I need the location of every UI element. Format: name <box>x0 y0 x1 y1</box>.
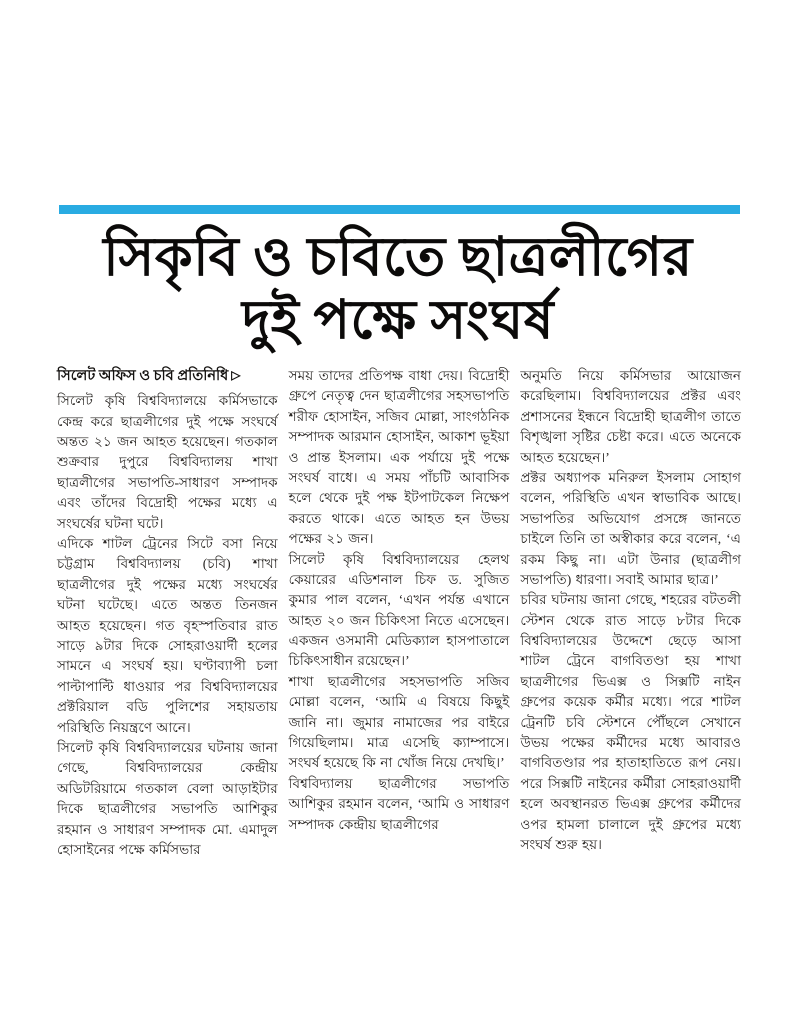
article-column-1 <box>57 366 278 860</box>
byline <box>57 366 278 386</box>
paragraph: সিলেট কৃষি বিশ্ববিদ্যালয়ের হেলথ কেয়ারের এডিশনাল চিফ ড. সুজিত কুমার পাল বলেন, ‘এখন পর্যন্ত এখানে আহত ২০ জন চিকিৎসা নিতে এসেছেন। একজন ওসমানী মেডিক্যাল হাসপাতালে চিকিৎসাধীন রয়েছেন।’ <box>288 551 510 669</box>
paragraph: বিশ্ববিদ্যালয় ছাত্রলীগের সভাপতি আশিকুর রহমান বলেন, ‘আমি ও সাধারণ সম্পাদক কেন্দ্রীয় ছাত্রলীগের <box>288 775 510 832</box>
byline-text: সিলেট অফিস ও চবি প্রতিনিধি <box>57 368 229 384</box>
paragraph: এদিকে শাটল ট্রেনের সিটে বসা নিয়ে চট্টগ্রাম বিশ্ববিদ্যালয় (চবি) শাখা ছাত্রলীগের দুই পক্ষের মধ্যে সংঘর্ষের ঘটনা ঘটেছে। এতে অন্তত তিনজন আহত হয়েছেন। গত বৃহস্পতিবার রাত সাড়ে ৯টার দিকে সোহরাওয়ার্দী হলের সামনে এ সংঘর্ষ হয়। ঘণ্টাব্যাপী চলা পাল্টাপাল্টি ধাওয়ার পর বিশ্ববিদ্যালয়ের প্রক্টরিয়াল বডি পুলিশের সহায়তায় পরিস্থিতি নিয়ন্ত্রণে আনে। <box>57 536 278 735</box>
paragraph: সিলেট কৃষি বিশ্ববিদ্যালয়ে কর্মিসভাকে কেন্দ্র করে ছাত্রলীগের দুই পক্ষে সংঘর্ষে অন্তত ২১ জন আহত হয়েছেন। গতকাল শুক্রবার দুপুরে বিশ্ববিদ্যালয় শাখা ছাত্রলীগের সভাপতি-সাধারণ সম্পাদক এবং তাঁদের বিদ্রোহী পক্ষের মধ্যে এ সংঘর্ষের ঘটনা ঘটে। <box>57 393 278 531</box>
article-headline <box>45 226 751 352</box>
paragraph: সিলেট কৃষি বিশ্ববিদ্যালয়ের ঘটনায় জানা গেছে, বিশ্ববিদ্যালয়ের কেন্দ্রীয় অডিটরিয়ামে গতকাল বেলা আড়াইটার দিকে ছাত্রলীগের সভাপতি আশিকুর রহমান ও সাধারণ সম্পাদক মো. এমাদুল হোসাইনের পক্ষে কর্মিসভার <box>57 739 278 857</box>
paragraph: সময় তাদের প্রতিপক্ষ বাধা দেয়। বিদ্রোহী গ্রুপে নেতৃত্ব দেন ছাত্রলীগের সহসভাপতি শরীফ হোসাইন, সজিব মোল্লা, সাংগঠনিক সম্পাদক আরমান হোসাইন, আকাশ ভূইয়া ও প্রান্ত ইসলাম। এক পর্যায়ে দুই পক্ষে সংঘর্ষ বাধে। এ সময় পাঁচটি আবাসিক হলে থেকে দুই পক্ষ ইটপাটকেল নিক্ষেপ করতে থাকে। এতে আহত হন উভয় পক্ষের ২১ জন। <box>288 368 510 547</box>
byline-pointer-icon: ▷ <box>231 368 241 382</box>
top-accent-bar <box>59 205 740 214</box>
paragraph: শাখা ছাত্রলীগের সহসভাপতি সজিব মোল্লা বলেন, ‘আমি এ বিষয়ে কিছুই জানি না। জুমার নামাজের পর বাইরে গিয়েছিলাম। মাত্র এসেছি ক্যাম্পাসে। সংঘর্ষ হয়েছে কি না খোঁজ নিয়ে দেখছি।’ <box>288 673 510 771</box>
paragraph: অনুমতি নিয়ে কর্মিসভার আয়োজন করেছিলাম। বিশ্ববিদ্যালয়ের প্রক্টর এবং প্রশাসনের ইন্ধনে বিদ্রোহী ছাত্রলীগ তাতে বিশৃঙ্খলা সৃষ্টির চেষ্টা করে। এতে অনেকে আহত হয়েছেন।’ <box>520 368 742 465</box>
paragraph: প্রক্টর অধ্যাপক মনিরুল ইসলাম সোহাগ বলেন, পরিস্থিতি এখন স্বাভাবিক আছে। সভাপতির অভিযোগ প্রসঙ্গে জানতে চাইলে তিনি তা অস্বীকার করে বলেন, ‘এ রকম কিছু না। এটা উনার (ছাত্রলীগ সভাপতি) ধারণা। সবাই আমার ছাত্র।’ <box>520 469 742 587</box>
paragraph: চবির ঘটনায় জানা গেছে, শহরের বটতলী স্টেশন থেকে রাত সাড়ে ৮টার দিকে বিশ্ববিদ্যালয়ের উদ্দেশে ছেড়ে আসা শাটল ট্রেনে বাগবিতণ্ডা হয় শাখা ছাত্রলীগের ভিএক্স ও সিক্সটি নাইন গ্রুপের কয়েক কর্মীর মধ্যে। পরে শাটল ট্রেনটি চবি স্টেশনে পৌঁছলে সেখানে উভয় পক্ষের কর্মীদের মধ্যে আবারও বাগবিতণ্ডার পর হাতাহাতিতে রূপ নেয়। পরে সিক্সটি নাইনের কর্মীরা সোহরাওয়ার্দী হলে অবস্থানরত ভিএক্স গ্রুপের কর্মীদের ওপর হামলা চালালে দুই গ্রুপের মধ্যে সংঘর্ষ শুরু হয়। <box>520 592 742 852</box>
headline-line-2: দুই পক্ষে সংঘর্ষ <box>241 290 555 351</box>
article-column-2 <box>289 366 510 835</box>
article-body <box>57 366 741 860</box>
headline-line-1: সিকৃবি ও চবিতে ছাত্রলীগের <box>103 227 693 287</box>
article-column-3 <box>520 366 741 855</box>
